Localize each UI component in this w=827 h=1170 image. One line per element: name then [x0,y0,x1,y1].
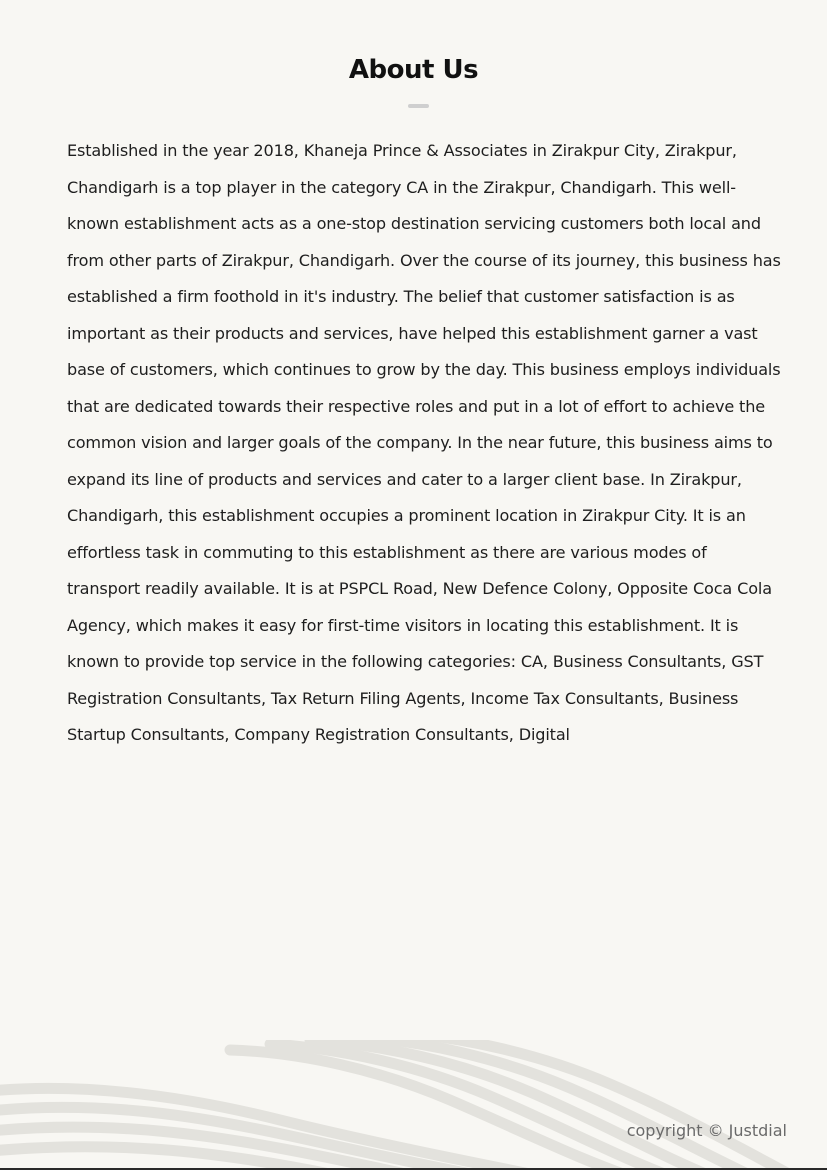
page-title: About Us [348,55,479,85]
decorative-wave-pattern [0,1040,827,1170]
copyright-notice: copyright © Justdial [626,1121,787,1140]
title-underline [408,104,429,108]
about-paragraph: Established in the year 2018, Khaneja Prince & Associates in Zirakpur City, Zirakpur, Chandigarh is a top player in the category CA in the Zirakpur, Chandigarh. This well-known establishment acts as a one-stop destination servicing customers both local and from other parts of Zirakpur, Chandigarh. Over the course of its journey, this business has established a firm foothold in it's industry. The belief that customer satisfaction is as important as their products and services, have helped this establishment garner a vast base of customers, which continues to grow by the day. This business employs individuals that are dedicated towards their respective roles and put in a lot of effort to achieve the common vision and larger goals of the company. In the near future, this business aims to expand its line of products and services and cater to a larger client base. In Zirakpur, Chandigarh, this establishment occupies a prominent location in Zirakpur City. It is an effortless task in commuting to this establishment as there are various modes of transport readily available. It is at PSPCL Road, New Defence Colony, Opposite Coca Cola Agency, which makes it easy for first-time visitors in locating this establishment. It is known to provide top service in the following categories: CA, Business Consultants, GST Registration Consultants, Tax Return Filing Agents, Income Tax Consultants, Business Startup Consultants, Company Registration Consultants, Digital [67,141,781,744]
